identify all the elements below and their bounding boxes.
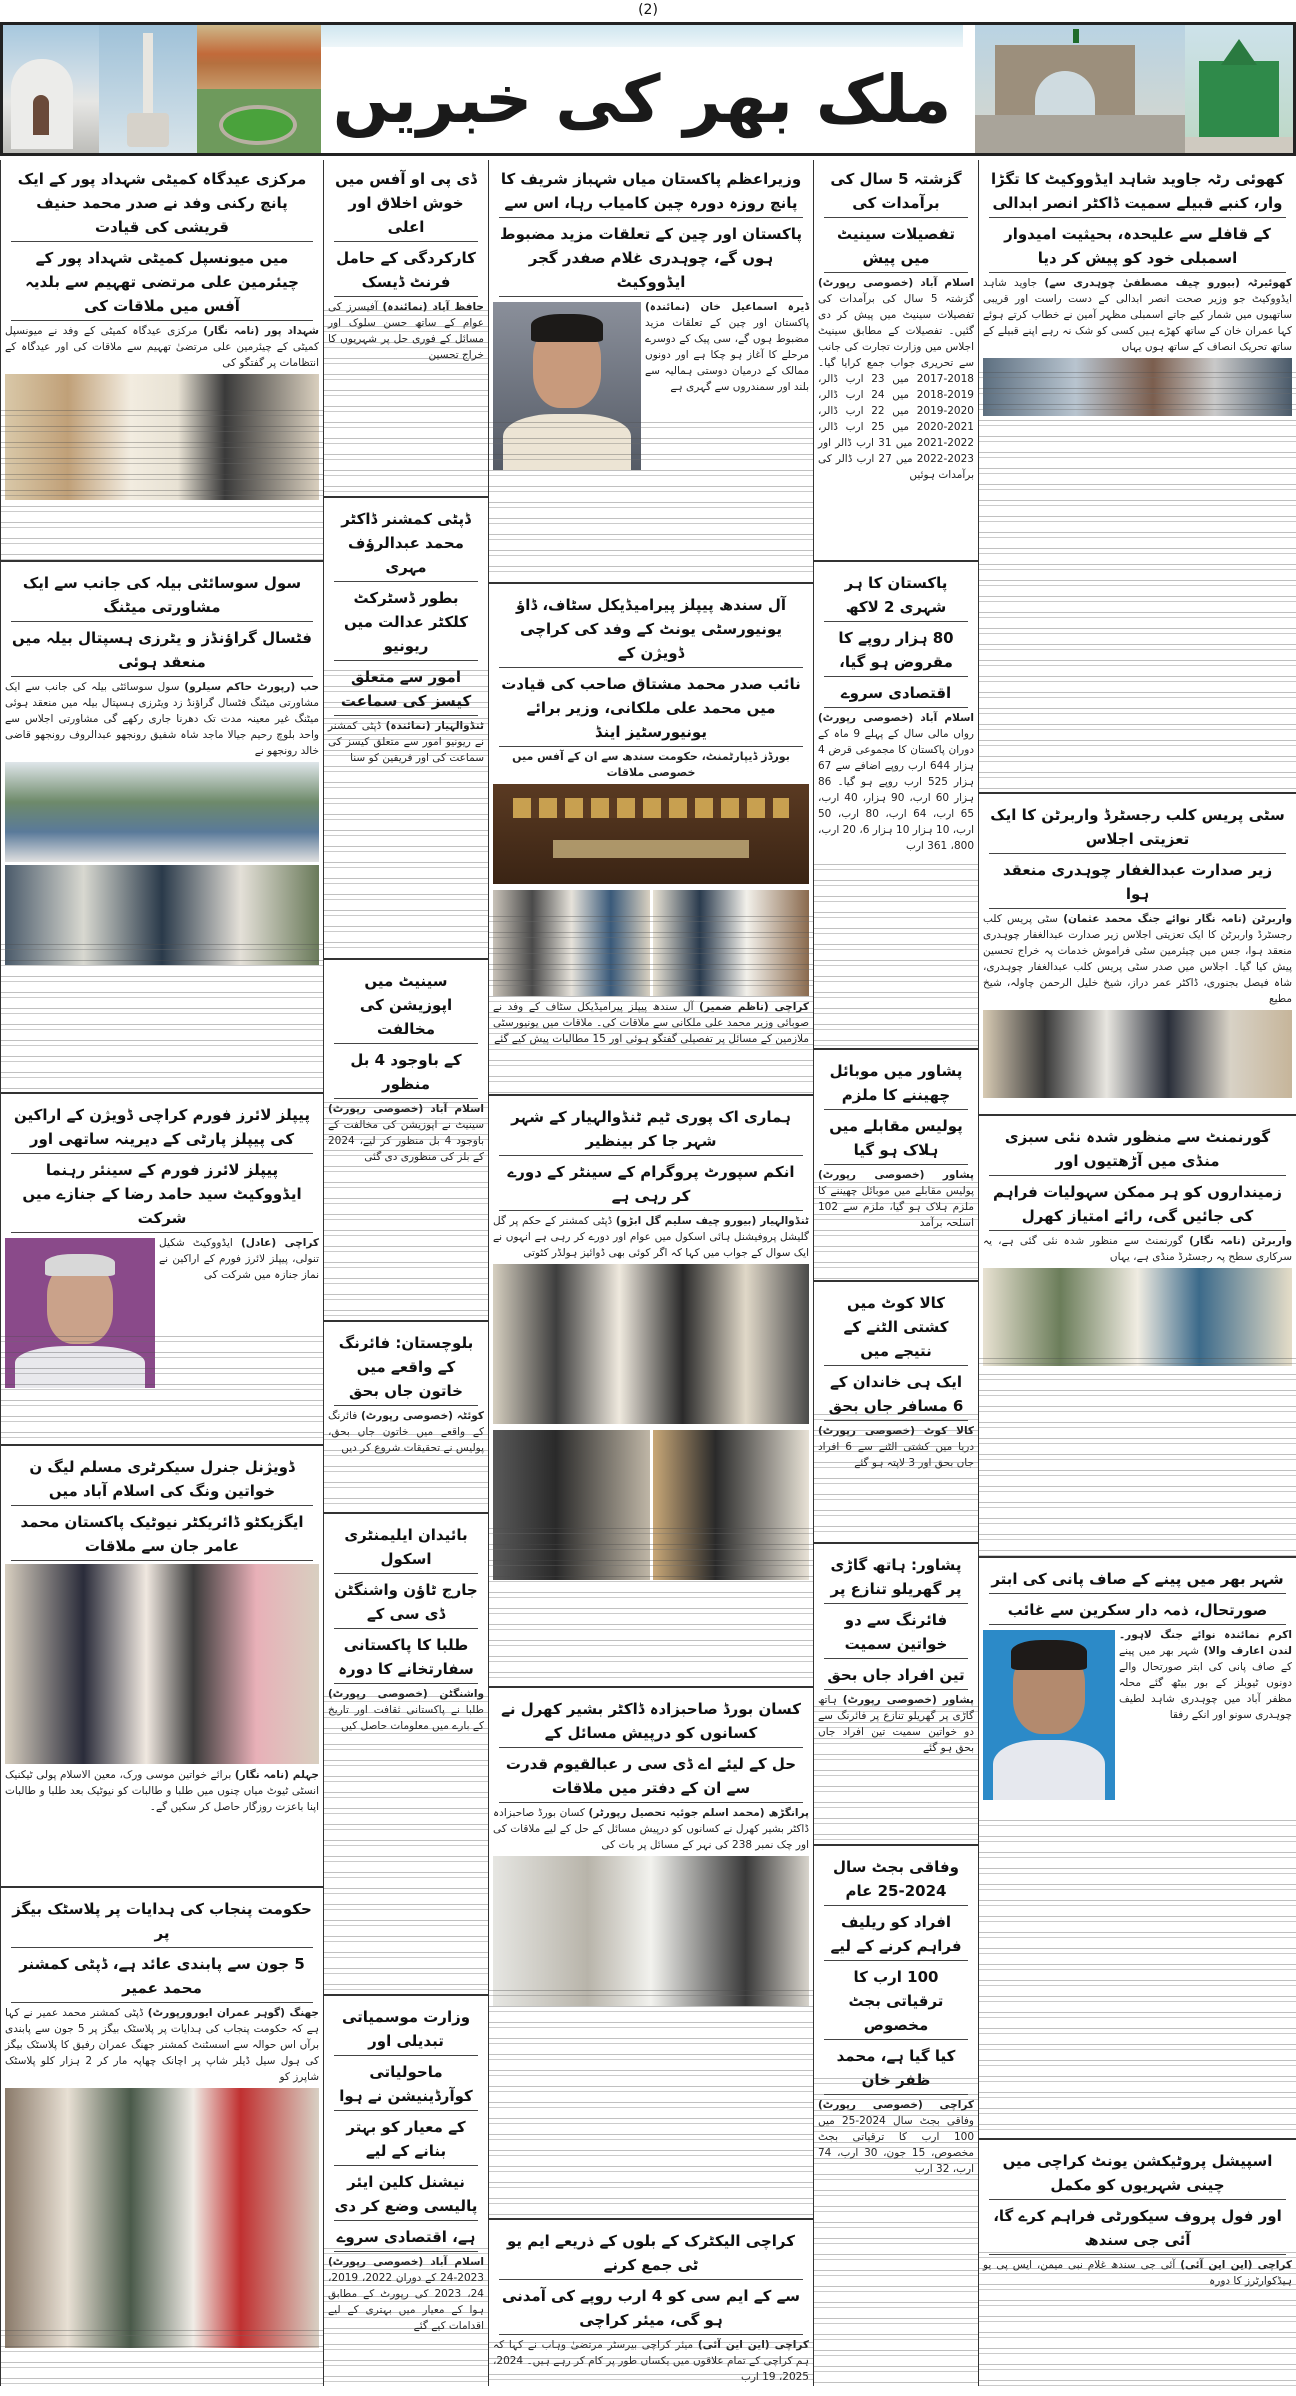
headline: نائب صدر محمد مشتاق صاحب کی قیادت میں محمد علی ملکانی، وزیر برائے یونیورسٹیز اینڈ bbox=[499, 670, 803, 747]
story-clean-air-policy bbox=[324, 1998, 488, 2386]
headline: فائرنگ سے دو خواتین سمیت bbox=[824, 1606, 968, 1659]
story-body bbox=[1119, 1627, 1292, 1803]
story-body bbox=[983, 275, 1292, 355]
story-kisan-board bbox=[489, 1690, 813, 2220]
lead-text: میئر کراچی بیرسٹر مرتضیٰ وہاب نے کہا کہ ہم کراچی کے تمام علاقوں میں یکساں طور پر کام کر رہے ہیں۔ 2024، 2025، 19 ارب bbox=[493, 2339, 809, 2383]
headline: ہماری اک پوری ٹیم ٹنڈوالہیار کے شہر شہر جا کر بینظیر bbox=[499, 1103, 803, 1156]
headline: کیا گیا ہے، محمد ظفر خان bbox=[824, 2042, 968, 2095]
story-khuiratta bbox=[979, 160, 1296, 794]
column-3 bbox=[488, 160, 813, 2386]
headline: سے کے ایم سی کو 4 ارب روپے کی آمدنی ہو گی، میئر کراچی bbox=[499, 2282, 803, 2335]
dateline: ٹنڈوالہیار (نمائندہ) bbox=[385, 720, 484, 732]
headline: کے معیار کو بہتر بنانے کے لیے bbox=[334, 2113, 478, 2166]
headline: طلبا کا پاکستانی سفارتخانے کا دورہ bbox=[334, 1631, 478, 1684]
lead-text: ہاتھ گاڑی پر گھریلو تنازع پر فائرنگ سے دو خواتین سمیت تین افراد جاں بحق ہو گئے bbox=[818, 1694, 974, 1754]
story-photo-outdoor-meeting bbox=[5, 762, 319, 862]
headline: اقتصادی سروے bbox=[824, 679, 968, 708]
headline: 5 جون سے پابندی عائد ہے، ڈپٹی کمشنر محمد عمیر bbox=[11, 1950, 313, 2003]
story-sabzi-mandi bbox=[979, 1118, 1296, 1558]
story-peshawar-encounter bbox=[814, 1052, 978, 1282]
lead-text: 2023-24 کے دوران 2022، 2019، 24، 2023 کی رپورٹ کے مطابق ہوا کے معیار میں بہتری کے لیے اقدامات کیے گئے bbox=[328, 2272, 484, 2332]
story-city-press-club bbox=[979, 796, 1296, 1116]
headline: سٹی پریس کلب رجسٹرڈ واربرٹن کا ایک تعزیتی اجلاس bbox=[989, 801, 1286, 854]
lead-text: ایڈووکیٹ شکیل تنولی، پیپلز لائرز فورم کے اراکین نے نماز جنازہ میں شرکت کی bbox=[159, 1237, 319, 1281]
headline: پشاور میں موبائل چھیننے کا ملزم bbox=[824, 1057, 968, 1110]
story-photo-raid bbox=[5, 2088, 319, 2348]
headline: زیر صدارت عبدالغفار چوہدری منعقد ہوا bbox=[989, 856, 1286, 909]
dateline: کراچی (این این آئی) bbox=[1180, 2259, 1293, 2271]
headline: بطور ڈسٹرکٹ کلکٹر عدالت میں ریونیو bbox=[334, 584, 478, 661]
dateline: اسلام آباد (خصوصی رپورٹ) bbox=[818, 277, 974, 289]
lead-text: گورنمنٹ سے منظور شدہ نئی گئی ہے، یہ سرکاری سطح پہ رجسٹرڈ منڈی ہے، یہاں bbox=[983, 1235, 1292, 1263]
headline: کراچی الیکٹرک کے بلوں کے ذریعے ایم یو ٹی جمع کرنے bbox=[499, 2227, 803, 2280]
story-body bbox=[818, 710, 974, 854]
lead-text: سٹی پریس کلب رجسٹرڈ واربرٹن کا ایک تعزیتی اجلاس زیر صدارت عبدالغفار چوہدری منعقد ہوا، جس میں چیئرمین سٹی فراموش خدمات پہ خراج تحسین پیش کیا گیا۔ اجلاس میں صدر سٹی پریس کلب عبدالغفار چوہدری، شاہ فیصل بجنوری، ڈاکٹر عمر دراز، شیخ خلیل الرحمن چاولہ، شیخ مطیع bbox=[983, 913, 1292, 1005]
story-pmln-womens-wing bbox=[1, 1448, 323, 1888]
dateline: کھوئیرٹہ (بیورو چیف مصطفیٰ چوہدری سے) bbox=[1044, 277, 1292, 289]
headline: تین افراد جاں بحق bbox=[824, 1661, 968, 1690]
headline: بلوچستان: فائرنگ کے واقعے میں خاتون جاں بحق bbox=[334, 1329, 478, 1406]
headline: شہر بھر میں پینے کے صاف پانی کی ابتر bbox=[989, 1565, 1286, 1594]
story-photo-universities-boards bbox=[493, 784, 809, 884]
lead-text: رواں مالی سال کے پہلے 9 ماہ کے دوران پاکستان کا مجموعی قرض 4 ہزار 644 ارب روپے اضافے سے 67 ہزار 525 ارب روپے ہو گیا۔ 86 ہزار 60 ارب، 90 ہزار، 40 ارب، 65 ارب، 64 ارب، 80 ارب، 50 ارب، 10 ہزار 10 ہزار 6، 20 ارب، 800، 361 ارب bbox=[818, 728, 975, 852]
lead-text: آل سندھ پیپلز پیرامیڈیکل سٹاف کے وفد نے صوبائی وزیر محمد علی ملکانی سے ملاقات کی۔ ملاقات میں یونیورسٹی ملازمین کے مسائل پر تفصیلی گفتگو ہوئی اور 15 مطالبات پیش کیے گئے bbox=[493, 1001, 809, 1045]
khyber-gate-photo bbox=[975, 25, 1185, 153]
headline: میں میونسپل کمیٹی شہداد پور کے چیئرمین علی مرتضی تھہیم سے بلدیہ آفس میں ملاقات کی bbox=[11, 244, 313, 321]
headline: ماحولیاتی کوآرڈینیشن نے ہوا bbox=[334, 2058, 478, 2111]
story-body bbox=[983, 911, 1292, 1007]
headline: کارکردگی کے حامل فرنٹ ڈیسک bbox=[334, 244, 478, 297]
lead-text: سول سوسائٹی بیلہ کی جانب سے ایک مشاورتی میٹنگ فٹسال گراؤنڈ زد ویٹرزی ہسپتال بیلہ میں منعقد ہوئی میٹنگ غیر معینہ مدت تک دھرنا جاری رکھے گی مشاورتی اجلاس سے واحد بلوچ رحیم جیالا ماجد شاہ شفیق رونجھو عبدالروف رونجھو قاضی خالد رونجھو نے bbox=[5, 681, 319, 757]
dateline: کراچی (این این آئی) bbox=[697, 2339, 810, 2351]
story-pm-china-visit bbox=[489, 160, 813, 584]
dateline: حب (رپورٹ حاکم سیلرو) bbox=[184, 681, 319, 693]
headline-sub: بورڈز ڈیپارٹمنٹ، حکومت سندھ سے ان کے آفس میں خصوصی ملاقات bbox=[512, 750, 790, 779]
column-5 bbox=[0, 160, 323, 2386]
headline: 80 ہزار روپے کا مقروض ہو گیا، bbox=[824, 624, 968, 677]
story-photo-meeting bbox=[983, 1010, 1292, 1098]
dateline: اکرم نمائندہ نوائے جنگ لاہور۔لندن اعارف والا) bbox=[1119, 1629, 1292, 1657]
dateline: کراچی (عادل) bbox=[240, 1237, 320, 1249]
headline: تفصیلات سینیٹ میں پیش bbox=[824, 220, 968, 273]
headline: وزیراعظم پاکستان میاں شہباز شریف کا پانچ روزہ دورہ چین کامیاب رہا، اس سے bbox=[499, 165, 803, 218]
headline: آل سندھ پیپلز پیرامیڈیکل سٹاف، ڈاؤ یونیورسٹی یونٹ کے وفد کی کراچی ڈویژن کے bbox=[499, 591, 803, 668]
story-paramedical-staff bbox=[489, 586, 813, 1096]
dateline: پرانگڑھ (محمد اسلم جوئیہ تحصیل رپورٹر) bbox=[588, 1807, 809, 1819]
story-federal-budget bbox=[814, 1848, 978, 2386]
story-body bbox=[818, 275, 974, 483]
headline: ایگزیکٹو ڈائریکٹر نیوٹیک پاکستان محمد عامر جان سے ملاقات bbox=[11, 1508, 313, 1561]
dateline: کوئٹہ (خصوصی رپورٹ) bbox=[360, 1410, 484, 1422]
column-4 bbox=[323, 160, 488, 2386]
masthead-strip bbox=[321, 25, 963, 47]
headline: اور فول پروف سیکورٹی فراہم کرے گا، آئی جی سندھ bbox=[989, 2202, 1286, 2255]
story-debt-survey bbox=[814, 564, 978, 1050]
headline: کے باوجود 4 بل منظور bbox=[334, 1046, 478, 1099]
story-ke-bills bbox=[489, 2222, 813, 2386]
dateline: پشاور (خصوصی رپورٹ) bbox=[842, 1694, 975, 1706]
dateline: ٹنڈوالہیار (بیورو چیف سلیم گل ابڑو) bbox=[615, 1215, 809, 1227]
masthead bbox=[0, 22, 1296, 156]
headline: پشاور: ہاتھ گاڑی پر گھریلو تنازع پر bbox=[824, 1551, 968, 1604]
story-body bbox=[493, 1805, 809, 1853]
lead-text: ڈپٹی کمشنر نے ریونیو امور سے متعلق کیسز کی سماعت کی اور فریقین کو سنا bbox=[328, 720, 484, 764]
story-special-protection-unit bbox=[979, 2142, 1296, 2386]
headline: وزارت موسمیاتی تبدیلی اور bbox=[334, 2003, 478, 2056]
headline: پیپلز لائرز فورم کے سینئر رہنما ایڈووکیٹ سید حامد رضا کے جنازے میں شرکت bbox=[11, 1156, 313, 1233]
headline: پیپلز لائرز فورم کراچی ڈویژن کے اراکین کی پیپلز پارٹی کے دیرینہ ساتھی اور bbox=[11, 1101, 313, 1154]
lead-text: ڈپٹی کمشنر کے حکم پر گل گلیشل پروفیشنل ہائی اسکول میں عوام اور دورے کر رہی ہے انہوں نے ایک سوال کے جواب میں کہا کہ اگر کوئی بھی ڈوائیز ہولڈر کٹوتی bbox=[493, 1215, 809, 1259]
dateline: اسلام آباد (خصوصی رپورٹ) bbox=[328, 1103, 484, 1115]
column-1 bbox=[978, 160, 1296, 2386]
headline: نیشنل کلین ایئر پالیسی وضع کر دی bbox=[334, 2168, 478, 2221]
story-bisp-team bbox=[489, 1098, 813, 1688]
cricket-stadium-photo bbox=[197, 89, 321, 153]
story-plastic-bags-ban bbox=[1, 1890, 323, 2386]
dateline: پشاور (خصوصی رپورٹ) bbox=[818, 1169, 974, 1181]
headline: مرکزی عیدگاہ کمیٹی شہداد پور کے ایک پانچ رکنی وفد نے صدر محمد حنیف قریشی کی قیادت bbox=[11, 165, 313, 242]
dateline: کالا کوٹ (خصوصی رپورٹ) bbox=[818, 1425, 974, 1437]
story-eidgah-committee bbox=[1, 160, 323, 562]
story-photo-office-meeting bbox=[493, 1856, 809, 2006]
headline: کھوئی رٹہ جاوید شاہد ایڈووکیٹ کا تگڑا وار، کنبے قبیلے سمیت ڈاکٹر انصر ابدالی bbox=[989, 165, 1286, 218]
dateline: واربرٹن (نامہ نگار نوائے جنگ محمد عثمان) bbox=[1063, 913, 1293, 925]
story-deputy-commissioner-court bbox=[324, 500, 488, 960]
green-heritage-building-photo bbox=[1185, 25, 1293, 153]
dateline: واربرٹن (نامہ نگار) bbox=[1189, 1235, 1293, 1247]
lead-text: گزشتہ 5 سال کی برآمدات کی تفصیلات سینیٹ میں پیش کر دی گئیں۔ تفصیلات کے مطابق سینیٹ اجلاس میں وزارت تجارت کی جانب سے تحریری جواب جمع کرایا گیا۔ 2018-2017 میں 23 ارب ڈالر، 2019-2018 میں 24 ارب ڈالر، 2020-2019 میں 22 ارب ڈالر، 2021-2020 میں 25 ارب ڈالر، 2022-2021 میں 31 ارب ڈالر اور 2023-2022 میں 27 ارب ڈالر کی برآمدات ہوئیں bbox=[818, 293, 975, 481]
story-senate-bills bbox=[324, 962, 488, 1322]
headline: گورنمنٹ سے منظور شدہ نئی سبزی منڈی میں آڑھتیوں اور bbox=[989, 1123, 1286, 1176]
story-body bbox=[983, 1233, 1292, 1265]
dateline: اسلام آباد (خصوصی رپورٹ) bbox=[818, 712, 974, 724]
headline: پاکستان کا ہر شہری 2 لاکھ bbox=[824, 569, 968, 622]
lead-text: دریا میں کشتی الٹنے سے 6 افراد جاں بحق اور 3 لاپتہ ہو گئے bbox=[818, 1441, 974, 1469]
story-peoples-lawyers-forum bbox=[1, 1096, 323, 1446]
story-peshawar-firing bbox=[814, 1546, 978, 1846]
headline: ڈپٹی کمشنر ڈاکٹر محمد عبدالرؤف مہری bbox=[334, 505, 478, 582]
headline: حل کے لیئے اے ڈی سی ر عبالقیوم قدرت سے ان کے دفتر میں ملاقات bbox=[499, 1750, 803, 1803]
story-civil-society-bela bbox=[1, 564, 323, 1094]
headline: بائیدان ایلیمنٹری اسکول bbox=[334, 1521, 478, 1574]
story-photo-team-visit bbox=[493, 1264, 809, 1424]
story-body bbox=[5, 1767, 319, 1815]
headline: ایک ہی خاندان کے 6 مسافر جاں بحق bbox=[824, 1368, 968, 1421]
dateline: حافظ آباد (نمائندہ) bbox=[382, 301, 484, 313]
lead-text: وفاقی بجٹ سال 2024-25 میں 100 ارب کا ترقیاتی بجٹ مخصوص، 15 جون، 30 ارب، 74 ارب، 32 ارب bbox=[818, 2115, 974, 2175]
portrait-photo bbox=[983, 1630, 1115, 1800]
dateline: واشنگٹن (خصوصی رپورٹ) bbox=[328, 1688, 484, 1700]
dateline: شہداد پور (نامہ نگار) bbox=[203, 325, 319, 337]
masthead-title: ملک بھر کی خبریں bbox=[332, 60, 952, 138]
dateline: ڈیرہ اسماعیل خان (نمائندہ) bbox=[645, 301, 809, 313]
lead-text: پاکستان اور چین کے تعلقات مزید مضبوط ہوں گے، سی پیک کے دوسرے مرحلے کا آغاز ہو چکا ہے اور دونوں ممالک کے درمیان دوستی ہمالیہ سے بلند اور سمندروں سے گہری ہے bbox=[645, 317, 809, 393]
headline: انکم سپورٹ پروگرام کے سینٹر کے دورے کر رہی ہے bbox=[499, 1158, 803, 1211]
headline: سول سوسائٹی بیلہ کی جانب سے ایک مشاورتی میٹنگ bbox=[11, 569, 313, 622]
headline: کسان بورڈ صاحبزادہ ڈاکٹر بشیر کھرل نے کسانوں کو درپیش مسائل کے bbox=[499, 1695, 803, 1748]
lead-text: مرکزی عیدگاہ کمیٹی کے وفد نے میونسپل کمیٹی کے چیئرمین علی مرتضیٰ تھہیم سے ملاقات کی اور عیدگاہ کے انتظامات پر گفتگو کی bbox=[5, 325, 319, 369]
story-photo-group bbox=[983, 1268, 1292, 1366]
lead-text: جاوید شاہد ایڈووکیٹ جو وزیر صحت انصر ابدالی کے دست راست اور قریبی ساتھیوں میں شمار کیے جاتے اسمبلی مظہر آمین نے خطاب کرتے ہوئے کہا عمران خان کے ساتھ کھڑے ہیں کسی کو شک نہ رہے اپنے قبیلے کے ساتھ تحریک انصاف کے ساتھ ہوں یہاں bbox=[983, 277, 1292, 353]
headline: حکومت پنجاب کی ہدایات پر پلاسٹک بیگز پر bbox=[11, 1895, 313, 1948]
headline: افراد کو ریلیف فراہم کرنے کے لیے bbox=[824, 1908, 968, 1961]
headline: کے قافلے سے علیحدہ، بحیثیت امیدوار اسمبلی خود کو پیش کر دیا bbox=[989, 220, 1286, 273]
dateline: جھنگ (گوہر عمران ایورورپورٹ) bbox=[147, 2007, 320, 2019]
lead-text: فائرنگ کے واقعے میں خاتون جاں بحق، پولیس نے تحقیقات شروع کر دیں bbox=[328, 1410, 484, 1454]
headline: ہے، اقتصادی سروے bbox=[334, 2223, 478, 2252]
dateline: جہلم (نامہ نگار) bbox=[234, 1769, 319, 1781]
story-body bbox=[5, 323, 319, 371]
headline: کالا کوٹ میں کشتی الٹنے کے نتیجے میں bbox=[824, 1289, 968, 1366]
headline: گزشتہ 5 سال کی برآمدات کی bbox=[824, 165, 968, 218]
story-body bbox=[493, 1213, 809, 1261]
dateline: کراچی (خصوصی رپورٹ) bbox=[818, 2099, 974, 2111]
headline: پولیس مقابلے میں ہلاک ہو گیا bbox=[824, 1112, 968, 1165]
lead-text: آئی جی سندھ غلام نبی میمن، ایس پی یو ہیڈکوارٹرز کا دورہ bbox=[983, 2259, 1292, 2287]
headline: جارج ٹاؤن واشنگٹن ڈی سی کے bbox=[334, 1576, 478, 1629]
headline: زمینداروں کو ہر ممکن سہولیات فراہم کی جائیں گی، رائے امتیاز کھرل bbox=[989, 1178, 1286, 1231]
minar-e-pakistan-photo bbox=[99, 25, 197, 153]
page-number: (2) bbox=[638, 2, 658, 18]
headline: صورتحال، ذمہ دار سکرین سے غائب bbox=[989, 1596, 1286, 1625]
headline: پاکستان اور چین کے تعلقات مزید مضبوط ہوں گے، چوہدری غلام صفدر گجر ایڈووکیٹ bbox=[499, 220, 803, 297]
story-clean-water bbox=[979, 1560, 1296, 2140]
headline: اسپیشل پروٹیکشن یونٹ کراچی میں چینی شہریوں کو مکمل bbox=[989, 2147, 1286, 2200]
story-body bbox=[5, 2005, 319, 2085]
lead-text: طلبا نے پاکستانی ثقافت اور تاریخ کے بارے میں معلومات حاصل کیں bbox=[328, 1704, 484, 1732]
dateline: اسلام آباد (خصوصی رپورٹ) bbox=[328, 2256, 484, 2268]
lead-text: پولیس مقابلے میں موبائل چھیننے کا ملزم ہلاک ہو گیا، ملزم سے 102 اسلحہ برآمد bbox=[818, 1185, 974, 1229]
shalimar-garden-photo bbox=[197, 25, 321, 89]
story-boat-capsize bbox=[814, 1284, 978, 1544]
headline: سینیٹ میں اپوزیشن کی مخالفت bbox=[334, 967, 478, 1044]
lead-text: آفیسرز کی عوام کے ساتھ حسن سلوک اور مسائل کے فوری حل پر شہریوں کا خراج تحسین bbox=[328, 301, 484, 361]
story-balochistan-firing bbox=[324, 1324, 488, 1514]
headline: 100 ارب کا ترقیاتی بجٹ مخصوص bbox=[824, 1963, 968, 2040]
lead-text: برائے خواتین موسی ورک، معین الاسلام پولی ٹیکنیک انسٹی ٹیوٹ میاں چنوں میں طلبا و طالبات کو نیوٹیک بعد طلبا و طالبات اپنا باعزت روزگار حاصل کر سکیں گے۔ bbox=[5, 1769, 319, 1813]
story-photo-meeting bbox=[5, 1564, 319, 1764]
story-dpo-office bbox=[324, 160, 488, 498]
mazar-e-quaid-photo bbox=[3, 25, 99, 153]
lead-text: شہر بھر میں پینے کے صاف پانی کی ابتر صورتحال والے دونوں ٹیوبلز کے بور بیٹھ گئے محلہ مظفر آباد میں چوہدری شاہد لطیف چوہدری سونو اور انکے رفقا bbox=[1119, 1645, 1292, 1721]
dateline: کراچی (ناظم ضمیر) bbox=[699, 1001, 809, 1013]
headline: ڈویژنل جنرل سیکرٹری مسلم لیگ ن خواتین ونگ کی اسلام آباد میں bbox=[11, 1453, 313, 1506]
lead-text: سینیٹ نے اپوزیشن کی مخالفت کے باوجود 4 بل منظور کر لیے، 2024 کے بلز کی منظوری دی گئی bbox=[328, 1119, 484, 1163]
headline: فٹسال گراؤنڈز و یٹرزی ہسپتال بیلہ میں منعقد ہوئی bbox=[11, 624, 313, 677]
story-exports bbox=[814, 160, 978, 562]
story-body bbox=[5, 679, 319, 759]
story-washington-school bbox=[324, 1516, 488, 1996]
headline: وفاقی بجٹ سال 2024-25 عام bbox=[824, 1853, 968, 1906]
headline: ڈی پی او آفس میں خوش اخلاق اور اعلی bbox=[334, 165, 478, 242]
column-2 bbox=[813, 160, 978, 2386]
headline: امور سے متعلق کیسز کی سماعت bbox=[334, 663, 478, 716]
lead-text: ڈپٹی کمشنر محمد عمیر نے کہا ہے کہ حکومت پنجاب کی ہدایات پر پلاسٹک بیگز پر 5 جون سے پابندی برآں اس حوالہ سے اسسٹنٹ کمشنر جھنگ عمران رفیق کا پلاسٹک بیگز کی ہول سیل ڈیلر شاپ پر اچانک چھاپہ مار کر 2 ہزار کلو پلاسٹک شاپرز کو bbox=[5, 2007, 319, 2083]
lead-text: کسان بورڈ صاحبزادہ ڈاکٹر بشیر کھرل نے کسانوں کو درپیش مسائل کے حل کے لیے ملاقات کی اور چک نمبر 238 کی نہر کے مسائل پر بات کی bbox=[493, 1807, 809, 1851]
